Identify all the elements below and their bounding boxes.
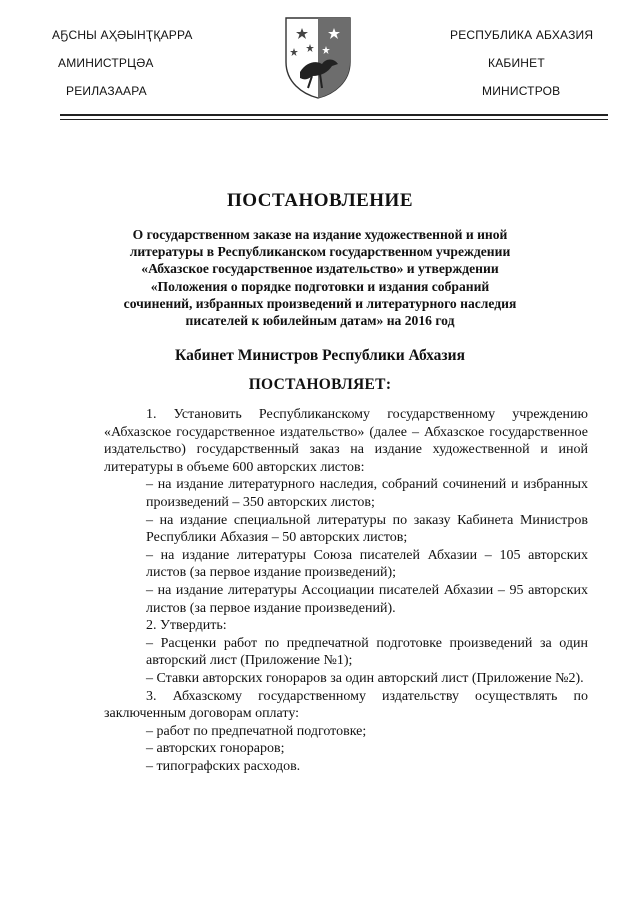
document-body [104, 406, 588, 775]
list-item-3-3: – типографских расходов. [146, 758, 301, 774]
resolve-heading: ПОСТАНОВЛЯЕТ: [248, 376, 392, 393]
list-item-1-3: – на издание литературы Союза писателей Абхазии – 105 авторских листов (за первое издание произведений); [146, 547, 588, 581]
letterhead-left-line-1: АҔСНЫ АҲӘЫНҬҚАРРА [52, 28, 193, 42]
list-item-1-4: – на издание литературы Ассоциации писателей Абхазии – 95 авторских листов (за первое издание произведений). [146, 582, 588, 616]
document-title: ПОСТАНОВЛЕНИЕ [226, 190, 414, 211]
list-item-2-1: – Расценки работ по предпечатной подготовке произведений за один авторский лист (Приложение №1); [146, 635, 588, 669]
paragraph-3: 3. Абхазскому государственному издательству осуществлять по заключенным договорам оплату: [104, 688, 588, 722]
abkhazia-coat-of-arms-icon [282, 14, 354, 100]
letterhead-right-line-2: КАБИНЕТ [488, 56, 545, 70]
list-item-3-2: – авторских гонораров; [146, 741, 285, 757]
letterhead-rule-thick [60, 114, 608, 116]
letterhead-right-line-3: МИНИСТРОВ [482, 84, 561, 98]
letterhead-rule-thin [60, 119, 608, 120]
letterhead-left-line-3: РЕИЛАЗААРА [66, 84, 147, 98]
letterhead-right-line-1: РЕСПУБЛИКА АБХАЗИЯ [450, 28, 594, 42]
list-item-1-2: – на издание специальной литературы по заказу Кабинета Министров Республики Абхазия – 50 авторских листов; [146, 512, 588, 546]
list-item-2-2: – Ставки авторских гонораров за один авторский лист (Приложение №2). [146, 670, 584, 686]
document-subject: О государственном заказе на издание художественной и иной литературы в Республиканском государственном учреждении «Абхазское государственное издательство» и утверждении «Положения о порядке подготовки и издания собраний сочинений, избранных произведений и литературного наследия писателей к юбилейным датам» на 2016 год [123, 227, 517, 329]
letterhead-left-line-2: АМИНИСТРЦӘА [58, 56, 154, 70]
list-item-1-1: – на издание литературного наследия, собраний сочинений и избранных произведений – 350 авторских листов; [146, 477, 588, 510]
list-item-3-1: – работ по предпечатной подготовке; [146, 723, 367, 739]
paragraph-1: 1. Установить Республиканскому государственному учреждению «Абхазское государственное издательство» (далее – Абхазское государственное издательство) государственный заказ на издание художественной и иной литературы в объеме 600 авторских листов: [104, 407, 588, 475]
paragraph-2: 2. Утвердить: [146, 618, 227, 634]
issuer-line: Кабинет Министров Республики Абхазия [175, 347, 465, 364]
